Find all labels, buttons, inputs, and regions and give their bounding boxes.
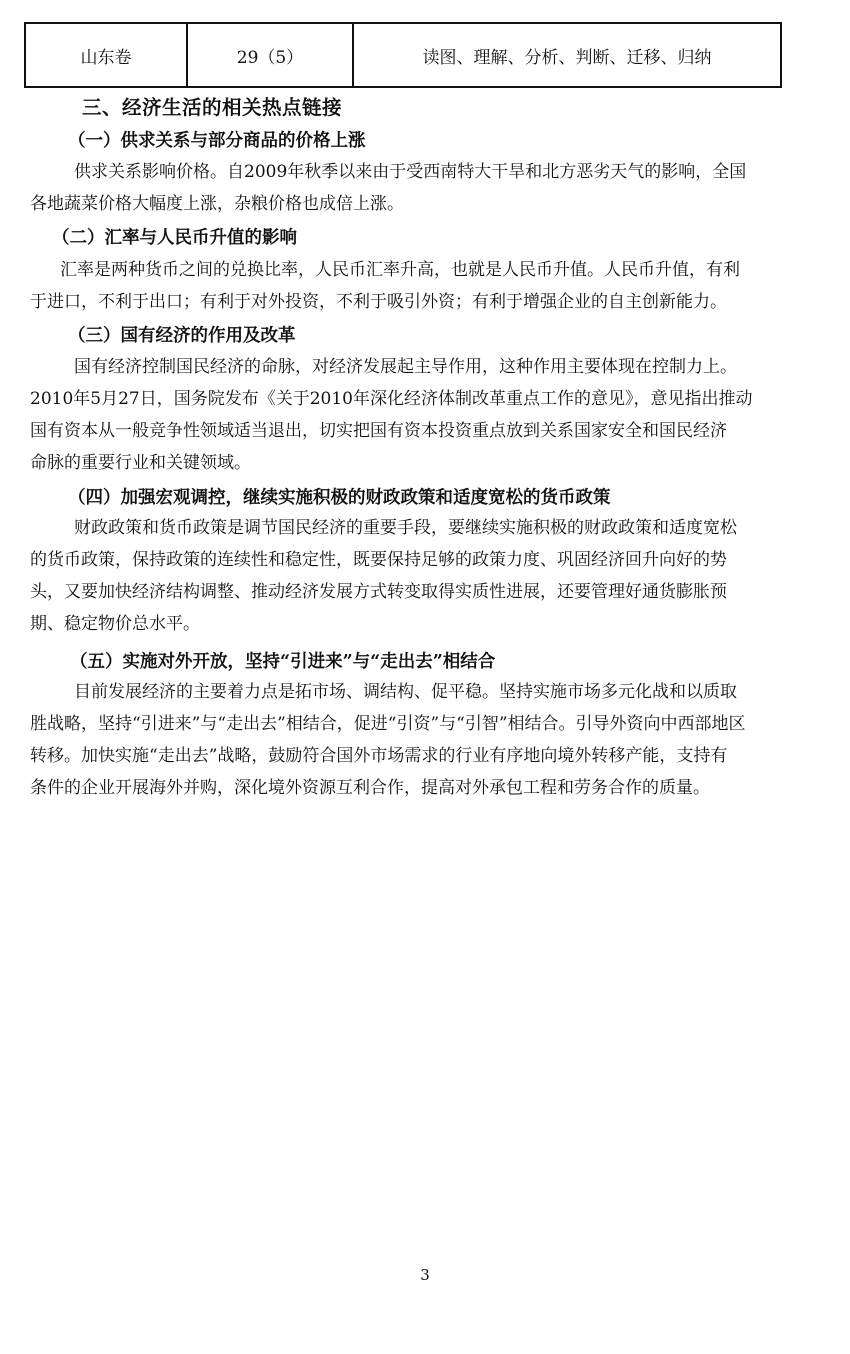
body-line: 国有经济控制国民经济的命脉，对经济发展起主导作用，这种作用主要体现在控制力上。 [74, 357, 737, 377]
table-cell-province: 山东卷 [25, 23, 187, 87]
body-line: 头，又要加快经济结构调整、推动经济发展方式转变取得实质性进展，还要管理好通货膨胀预 [30, 582, 727, 602]
criteria-table [24, 22, 782, 88]
section-body-5 [30, 676, 827, 804]
body-line: 汇率是两种货币之间的兑换比率，人民币汇率升高，也就是人民币升值。人民币升值，有利 [60, 260, 740, 280]
body-line: 于进口，不利于出口；有利于对外投资，不利于吸引外资；有利于增强企业的自主创新能力。 [30, 292, 727, 312]
section-heading-3: （三）国有经济的作用及改革 [68, 326, 296, 346]
body-line: 命脉的重要行业和关键领域。 [30, 453, 251, 473]
section-body-4 [30, 512, 827, 640]
table-cell-question: 29（5） [187, 23, 353, 87]
page-number: 3 [420, 1266, 430, 1284]
body-line: 目前发展经济的主要着力点是拓市场、调结构、促平稳。坚持实施市场多元化战和以质取 [74, 682, 737, 702]
body-line: 转移。加快实施“走出去”战略，鼓励符合国外市场需求的行业有序地向境外转移产能，支持有 [30, 746, 728, 766]
section-body-1 [30, 156, 827, 220]
body-line: 国有资本从一般竞争性领域适当退出，切实把国有资本投资重点放到关系国家安全和国民经济 [30, 421, 727, 441]
body-line: 的货币政策，保持政策的连续性和稳定性，既要保持足够的政策力度、巩固经济回升向好的势 [30, 550, 727, 570]
section-body-3 [30, 351, 827, 479]
table-cell-abilities: 读图、理解、分析、判断、迁移、归纳 [353, 23, 781, 87]
table-row [25, 23, 781, 87]
section-heading-1: （一）供求关系与部分商品的价格上涨 [68, 131, 366, 151]
section-heading-2: （二）汇率与人民币升值的影响 [52, 228, 297, 248]
body-line: 条件的企业开展海外并购，深化境外资源互利合作，提高对外承包工程和劳务合作的质量。 [30, 778, 710, 798]
body-line: 供求关系影响价格。自2009年秋季以来由于受西南特大干旱和北方恶劣天气的影响，全国 [74, 162, 747, 182]
body-line: 胜战略，坚持“引进来”与“走出去”相结合，促进“引资”与“引智”相结合。引导外资向中西部地区 [30, 714, 746, 734]
section-title: 三、经济生活的相关热点链接 [82, 96, 343, 119]
section-heading-5: （五）实施对外开放，坚持“引进来”与“走出去”相结合 [70, 652, 496, 672]
body-line: 期、稳定物价总水平。 [30, 614, 200, 634]
body-line: 2010年5月27日，国务院发布《关于2010年深化经济体制改革重点工作的意见》，意见指出推动 [30, 389, 753, 409]
body-line: 各地蔬菜价格大幅度上涨，杂粮价格也成倍上涨。 [30, 194, 404, 214]
body-line: 财政政策和货币政策是调节国民经济的重要手段，要继续实施积极的财政政策和适度宽松 [74, 518, 737, 538]
section-body-2 [30, 254, 827, 318]
section-heading-4: （四）加强宏观调控，继续实施积极的财政政策和适度宽松的货币政策 [68, 488, 611, 508]
